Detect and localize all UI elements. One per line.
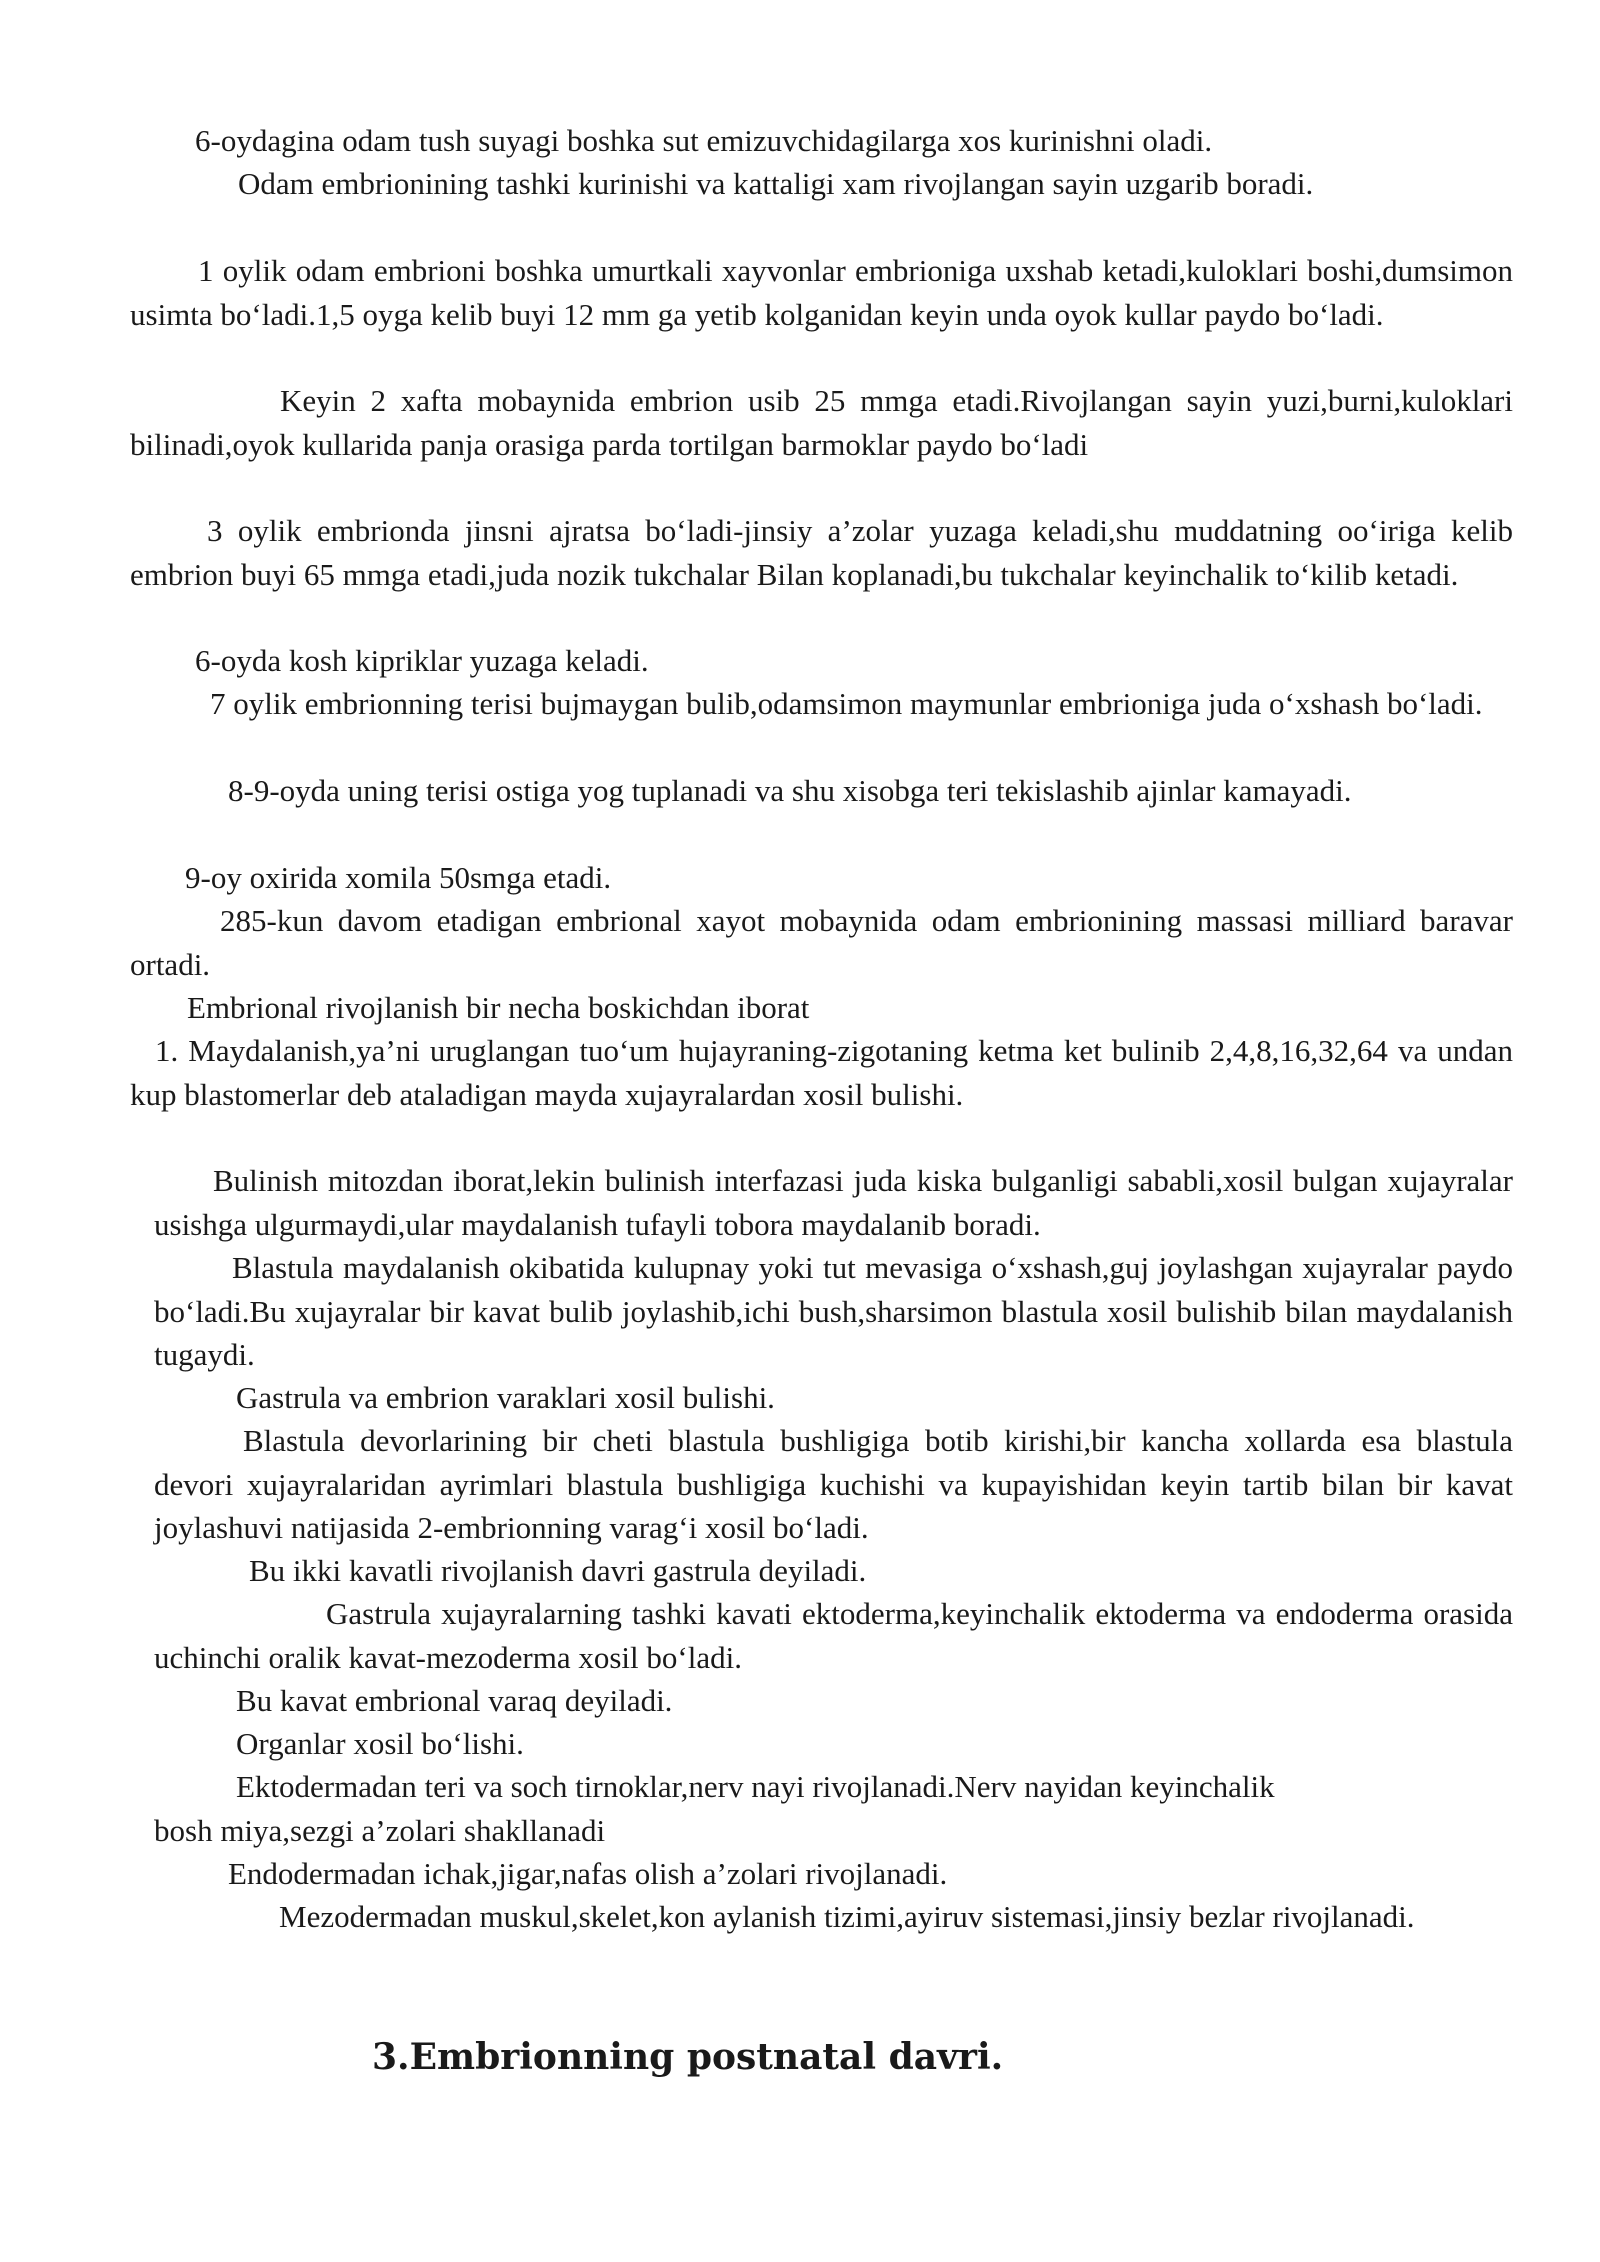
paragraph-11: Embrional rivojlanish bir necha boskichdan iborat <box>187 990 810 1025</box>
paragraph-8: 8-9-oyda uning terisi ostiga yog tuplanadi va shu xisobga teri tekislashib ajinlar kamayadi. <box>228 773 1352 808</box>
paragraph-2: Odam embrionining tashki kurinishi va kattaligi xam rivojlangan sayin uzgarib boradi. <box>238 166 1314 201</box>
paragraph-9: 9-oy oxirida xomila 50smga etadi. <box>185 860 612 895</box>
section-gastrula: Gastrula va embrion varaklari xosil bulishi. <box>236 1380 775 1415</box>
paragraph-1: 6-oydagina odam tush suyagi boshka sut emizuvchidagilarga xos kurinishni oladi. <box>195 123 1213 158</box>
paragraph-12: 1. Maydalanish,ya’ni uruglangan tuo‘um hujayraning-zigotaning ketma ket bulinib 2,4,8,16,32,64 va undan kup blastomerlar deb ataladigan mayda xujayralardan xosil bulishi. <box>130 1033 1513 1112</box>
paragraph-3: 1 oylik odam embrioni boshka umurtkali xayvonlar embrioniga uxshab ketadi,kuloklari boshi,dumsimon usimta bo‘ladi.1,5 oyga kelib buyi 12 mm ga yetib kolganidan keyin unda oyok kullar paydo bo‘ladi. <box>130 253 1513 332</box>
paragraph-7: 7 oylik embrionning terisi bujmaygan bulib,odamsimon maymunlar embrioniga juda o‘xshash bo‘ladi. <box>210 686 1483 721</box>
paragraph-17: Gastrula xujayralarning tashki kavati ektoderma,keyinchalik ektoderma va endoderma orasida uchinchi oralik kavat-mezoderma xosil bo‘ladi. <box>154 1596 1513 1675</box>
paragraph-16: Bu ikki kavatli rivojlanish davri gastrula deyiladi. <box>249 1553 867 1588</box>
paragraph-5: 3 oylik embrionda jinsni ajratsa bo‘ladi-jinsiy a’zolar yuzaga keladi,shu muddatning oo‘iriga kelib embrion buyi 65 mmga etadi,juda nozik tukchalar Bilan koplanadi,bu tukchalar keyinchalik to‘kilib ketadi. <box>130 513 1513 592</box>
paragraph-13: Bulinish mitozdan iborat,lekin bulinish interfazasi juda kiska bulganligi sababli,xosil bulgan xujayralar usishga ulgurmaydi,ular maydalanish tufayli tobora maydalanib boradi. <box>154 1163 1513 1242</box>
paragraph-19: Ektodermadan teri va soch tirnoklar,nerv nayi rivojlanadi.Nerv nayidan keyinchalik bosh miya,sezgi a’zolari shakllanadi <box>154 1769 1275 1848</box>
section-organlar: Organlar xosil bo‘lishi. <box>236 1726 524 1761</box>
paragraph-20: Endodermadan ichak,jigar,nafas olish a’zolari rivojlanadi. <box>228 1856 948 1891</box>
paragraph-10: 285-kun davom etadigan embrional xayot mobaynida odam embrionining massasi milliard baravar ortadi. <box>130 903 1513 982</box>
paragraph-21: Mezodermadan muskul,skelet,kon aylanish tizimi,ayiruv sistemasi,jinsiy bezlar rivojlanadi. <box>279 1899 1415 1934</box>
paragraph-18: Bu kavat embrional varaq deyiladi. <box>236 1683 673 1718</box>
paragraph-14: Blastula maydalanish okibatida kulupnay yoki tut mevasiga o‘xshash,guj joylashgan xujayralar paydo bo‘ladi.Bu xujayralar bir kavat bulib joylashib,ichi bush,sharsimon blastula xosil bulishib bilan maydalanish tugaydi. <box>154 1250 1513 1372</box>
section-heading: 3.Embrionning postnatal davri. <box>372 2036 1004 2078</box>
paragraph-15: Blastula devorlarining bir cheti blastula bushligiga botib kirishi,bir kancha xollarda esa blastula devori xujayralaridan ayrimlari blastula bushligiga kuchishi va kupayishidan keyin tartib bilan bir kavat joylashuvi natijasida 2-embrionning varag‘i xosil bo‘ladi. <box>154 1423 1513 1545</box>
paragraph-6: 6-oyda kosh kipriklar yuzaga keladi. <box>195 643 649 678</box>
paragraph-4: Keyin 2 xafta mobaynida embrion usib 25 mmga etadi.Rivojlangan sayin yuzi,burni,kuloklari bilinadi,oyok kullarida panja orasiga parda tortilgan barmoklar paydo bo‘ladi <box>130 383 1513 462</box>
